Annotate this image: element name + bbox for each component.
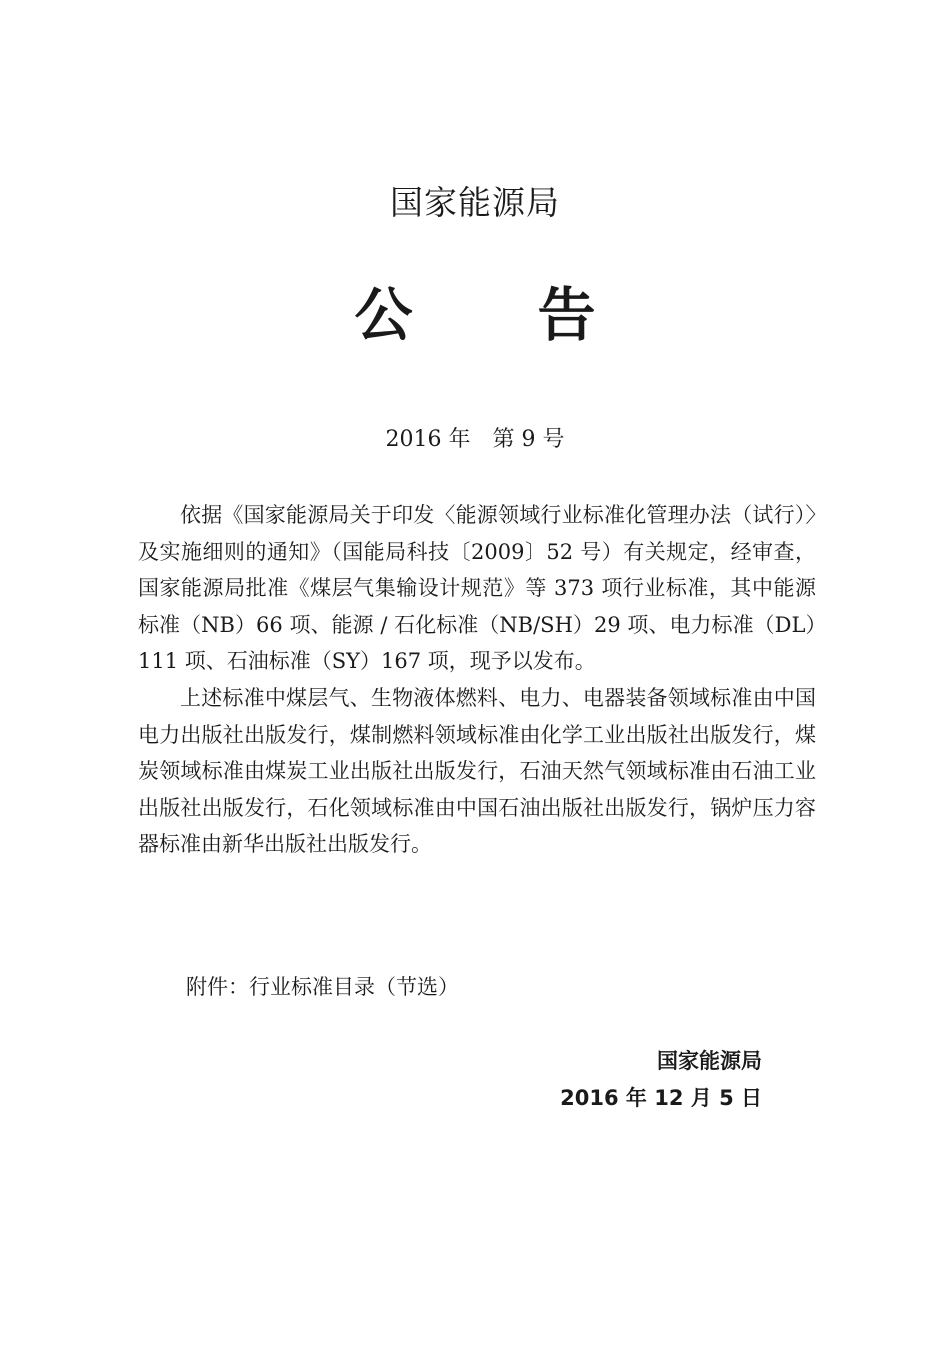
issuing-agency: 国家能源局 xyxy=(390,183,560,222)
body-paragraph-2: 上述标准中煤层气、生物液体燃料、电力、电器装备领域标准由中国电力出版社出版发行，煤制燃料领域标准由化学工业出版社出版发行，煤炭领域标准由煤炭工业出版社出版发行，石油天然气领域标准由石油工业出版社出版发行，石化领域标准由中国石油出版社出版发行，锅炉压力容器标准由新华出版社出版发行。 xyxy=(138,685,816,857)
signature-date: 2016 年 12 月 5 日 xyxy=(560,1086,762,1110)
document-title xyxy=(0,280,950,350)
document-number: 2016 年 第 9 号 xyxy=(385,427,565,452)
body-paragraph-1: 依据《国家能源局关于印发〈能源领域行业标准化管理办法（试行）〉及实施细则的通知》（国能局科技〔2009〕52 号）有关规定，经审查，国家能源局批准《煤层气集输设计规范》等 373 项行业标准，其中能源标准（NB）66 项、能源 / 石化标准（NB/SH）29 项、电力标准（DL）111 项、石油标准（SY）167 项，现予以发布。 xyxy=(138,503,816,674)
announcement-body xyxy=(138,497,816,863)
attachment-note: 附件：行业标准目录（节选） xyxy=(186,975,459,999)
signature-organization: 国家能源局 xyxy=(657,1049,762,1073)
title-char-gao: 告 xyxy=(537,281,596,349)
title-char-gong: 公 xyxy=(354,281,413,349)
